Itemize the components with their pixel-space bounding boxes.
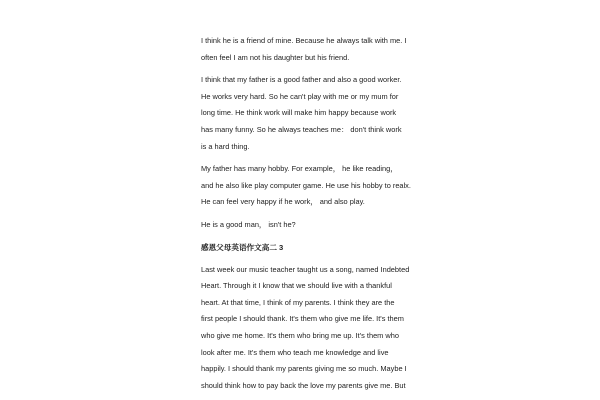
text-line: My father has many hobby. For example， he like reading，	[201, 164, 398, 174]
text-line: long time. He think work will make him happy because work	[201, 108, 397, 118]
text-line: He is a good man， isn't he?	[201, 219, 296, 229]
text-line: I think he is a friend of mine. Because he always talk with me. I	[201, 36, 407, 45]
text-line: who give me home. It's them who bring me up. It's them who	[201, 330, 399, 340]
paragraph-indebted-heart	[201, 262, 410, 395]
text-line: I think that my father is a good father and also a good worker.	[201, 75, 402, 85]
text-line: first people I should thank. It's them who give me life. It's them	[201, 314, 404, 324]
text-line: look after me. It's them who teach me knowledge and live	[201, 347, 389, 357]
paragraph-friend	[201, 33, 406, 66]
text-line: Heart. Through it I know that we should live with a thankful	[201, 281, 392, 291]
paragraph-good-father	[201, 72, 406, 155]
document-page	[201, 33, 411, 400]
paragraph-good-man	[201, 217, 406, 234]
text-line: and he also like play computer game. He use his hobby to realx.	[201, 180, 411, 190]
text-line: should think how to pay back the love my parents give me. But	[201, 380, 406, 390]
text-line: has many funny. So he always teaches me： don't think work	[201, 124, 402, 134]
section-heading: 感恩父母英语作文高二 3	[201, 242, 284, 252]
text-line: often feel I am not his daughter but his friend.	[201, 52, 350, 62]
text-line: is a hard thing.	[201, 141, 250, 151]
text-line: He works very hard. So he can't play with me or my mum for	[201, 91, 399, 101]
text-line: He can feel very happy if he work， and also play.	[201, 197, 365, 207]
text-line: happily. I should thank my parents giving me so much. Maybe I	[201, 364, 407, 374]
paragraph-hobby	[201, 161, 411, 211]
text-line: Last week our music teacher taught us a song, named Indebted	[201, 264, 410, 274]
text-line: heart. At that time, I think of my parents. I think they are the	[201, 297, 395, 307]
